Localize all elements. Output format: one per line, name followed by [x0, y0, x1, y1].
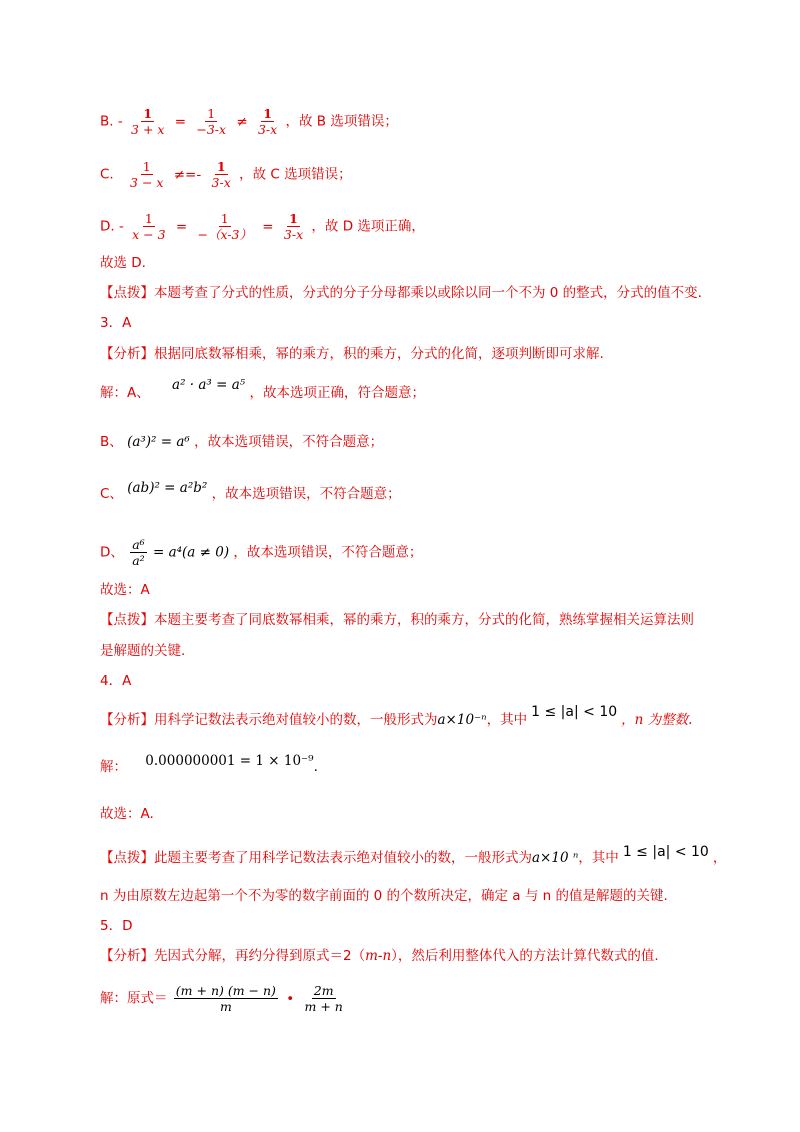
solution-b-line: B、 (a³)² = a⁶ ，故本选项错误，不符合题意； — [100, 434, 384, 450]
math-expression: 1 ≤ |a| < 10 — [531, 704, 618, 720]
fraction: $\frac{1}{3-x}$ — [283, 211, 304, 242]
solution-c-line: C、 (ab)² = a²b² ，故本选项错误，不符合题意； — [100, 480, 401, 502]
tip-paragraph-continued: n 为由原数左边起第一个不为零的数字前面的 0 的个数所决定，确定 a 与 n 的值是解题的关键. — [100, 888, 668, 904]
option-d-conclusion: ，故 D 选项正确， — [311, 218, 425, 235]
analysis-paragraph: 【分析】用科学记数法表示绝对值较小的数，一般形式为a×10⁻ⁿ，其中 1 ≤ |a| < 10 ，n 为整数. — [100, 704, 693, 728]
answer-line: 故选 D. — [100, 255, 146, 271]
math-expression: a² · a³ = a⁵ — [172, 377, 246, 393]
fraction: $\frac{1}{3 + x}$ — [131, 106, 165, 137]
option-c-conclusion: ，故 C 选项错误； — [239, 166, 352, 183]
option-c-line: C. $\frac{1}{3 - x}$ ≠=- $\frac{1}{3-x}$ ，故 C 选项错误； — [100, 159, 352, 190]
analysis-tag: 【分析】 — [100, 948, 154, 964]
answer-line: 故选：A — [100, 582, 150, 598]
fraction: $\frac{1}{3 - x}$ — [130, 159, 164, 190]
option-c-label: C. — [100, 166, 114, 183]
fraction: $\frac{1}{-3-x}$ — [196, 106, 227, 137]
math-expression: a×10 ⁿ — [532, 850, 579, 866]
math-expression: a×10⁻ⁿ — [437, 712, 487, 728]
fraction: $\frac{(m + n) (m - n)}{m}$ — [175, 983, 276, 1014]
option-b-conclusion: ，故 B 选项错误； — [285, 113, 398, 130]
math-expression: (ab)² = a²b² — [127, 480, 208, 496]
solution-line: 解：原式＝ $\frac{(m + n) (m - n)}{m}$ • $\frac{2m}{m + n}$ — [100, 983, 343, 1014]
option-b-label: B. - — [100, 113, 123, 130]
math-expression: 1 ≤ |a| < 10 — [622, 844, 709, 860]
tip-tag: 【点拨】 — [100, 285, 154, 301]
math-expression: = a⁴(a ≠ 0) — [152, 544, 230, 561]
option-b-line: B. - $\frac{1}{3 + x}$ = $\frac{1}{-3-x}$ ≠ $\frac{1}{3-x}$ ，故 B 选项错误； — [100, 106, 398, 137]
option-d-label: D. - — [100, 218, 124, 235]
tip-tag: 【点拨】 — [100, 612, 154, 628]
answer-line: 故选：A. — [100, 806, 154, 822]
option-d-line: D. - $\frac{1}{x - 3}$ = $\frac{1}{-(x-3)}$ = $\frac{1}{3-x}$ ，故 D 选项正确， — [100, 211, 425, 242]
question-4-heading: 4．A — [100, 673, 132, 689]
solution-line: 解： 0.000000001 = 1 × 10⁻⁹. — [100, 753, 318, 775]
fraction: $\frac{1}{x - 3}$ — [132, 211, 166, 242]
question-3-heading: 3．A — [100, 315, 132, 331]
tip-paragraph: 【点拨】本题主要考查了同底数幂相乘，幂的乘方，积的乘方，分式的化简，熟练掌握相关运算法则 — [100, 612, 694, 628]
tip-tag: 【点拨】 — [100, 850, 154, 866]
math-expression: (a³)² = a⁶ — [127, 434, 190, 450]
solution-d-line: D、 $\frac{\text{a⁶}}{\text{a²}}$ = a⁴(a ≠ 0) ，故本选项错误，不符合题意； — [100, 537, 423, 568]
fraction: $\frac{\text{a⁶}}{\text{a²}}$ — [132, 537, 145, 568]
solution-a-line: 解：A、 a² · a³ = a⁵ ，故本选项正确，符合题意； — [100, 377, 425, 401]
analysis-paragraph: 【分析】根据同底数幂相乘，幂的乘方，积的乘方，分式的化简，逐项判断即可求解. — [100, 346, 604, 362]
tip-paragraph: 【点拨】此题主要考查了用科学记数法表示绝对值较小的数，一般形式为a×10 ⁿ，其中 1 ≤ |a| < 10 ， — [100, 844, 727, 866]
analysis-tag: 【分析】 — [100, 346, 154, 362]
fraction: $\frac{1}{3-x}$ — [257, 106, 278, 137]
question-5-heading: 5．D — [100, 918, 133, 934]
tip-paragraph: 【点拨】本题考查了分式的性质，分式的分子分母都乘以或除以同一个不为 0 的整式，分式的值不变. — [100, 285, 702, 301]
fraction: $\frac{1}{-(x-3)}$ — [197, 211, 252, 242]
analysis-tag: 【分析】 — [100, 712, 154, 728]
math-expression: 0.000000001 = 1 × 10⁻⁹ — [145, 753, 314, 769]
tip-paragraph-continued: 是解题的关键. — [100, 643, 186, 659]
analysis-paragraph: 【分析】先因式分解，再约分得到原式＝2（m-n），然后利用整体代入的方法计算代数式的值. — [100, 948, 659, 964]
fraction: $\frac{1}{3-x}$ — [211, 159, 231, 190]
fraction: $\frac{2m}{m + n}$ — [304, 983, 343, 1014]
